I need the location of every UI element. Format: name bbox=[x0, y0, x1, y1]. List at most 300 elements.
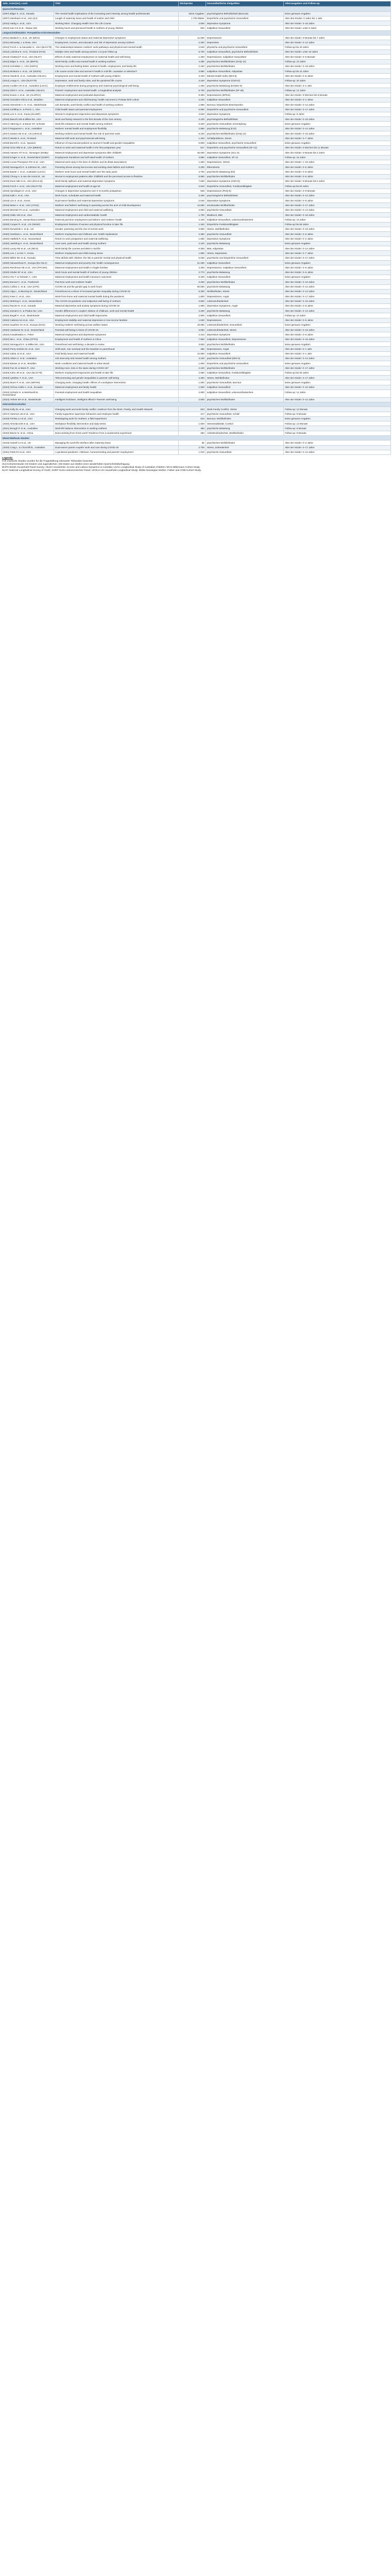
cell-sample: 6.900 bbox=[178, 107, 206, 112]
table-row bbox=[2, 203, 391, 208]
cell-age-followup: keine genauen Angaben bbox=[284, 275, 391, 279]
table-row bbox=[2, 208, 391, 212]
cell-age-followup: Alter der Kinder: 1–15 Jahre bbox=[284, 160, 391, 164]
cell-title: Parenthood as a driver of increased gender inequality during COVID-19 bbox=[54, 289, 179, 294]
section-row bbox=[2, 402, 391, 406]
cell-age-followup: Alter des Kindes: 0 Jahre bis 1 Jahr bbox=[284, 16, 391, 21]
cell-sample: 4.620 bbox=[178, 112, 206, 116]
cell-author: (2023) Kahn JR et al., USA (NLSY79) bbox=[2, 370, 54, 375]
table-row bbox=[2, 145, 391, 150]
cell-author: (2021) Ahn T. & Yelowitz A., USA bbox=[2, 275, 54, 279]
cell-outcomes: subjektive Gesundheit, SF-12 bbox=[206, 155, 283, 160]
cell-age-followup: Alter der Kinder: 0–12 Jahre bbox=[284, 397, 391, 402]
cell-age-followup: Alter der Kinder: 0–8 Jahre bbox=[284, 303, 391, 308]
cell-sample: 4.400 bbox=[178, 309, 206, 313]
table-row bbox=[2, 236, 391, 241]
cell-sample: 610 bbox=[178, 416, 206, 421]
table-row bbox=[2, 412, 391, 416]
cell-title: Maternal employment and child health trajectories bbox=[54, 313, 179, 318]
cell-age-followup: Alter der Kinder: 0–7 Jahre bbox=[284, 251, 391, 256]
cell-sample: 2.900 bbox=[178, 313, 206, 318]
cell-outcomes: Depressionen bbox=[206, 318, 283, 323]
cell-outcomes: subjektive Gesundheit, Adipositas bbox=[206, 69, 283, 74]
cell-author: (2020) Almeida DM et al., USA bbox=[2, 421, 54, 426]
cell-author: (2010) Hartig A. et al., USA bbox=[2, 21, 54, 26]
table-row bbox=[2, 170, 391, 174]
cell-title: Women's employment trajectories and depressive symptoms bbox=[54, 112, 179, 116]
cell-author: (2022) Bloom N. et al., China bbox=[2, 431, 54, 435]
table-row bbox=[2, 270, 391, 275]
table-row bbox=[2, 328, 391, 332]
cell-sample: 3.100 bbox=[178, 74, 206, 78]
cell-outcomes: psychisches Wohlbefinden (GHQ-12) bbox=[206, 131, 283, 136]
cell-age-followup: keine genauen Angaben bbox=[284, 141, 391, 145]
cell-outcomes: Mental Health Index (MHI-5) bbox=[206, 74, 283, 78]
cell-author: (2017) Wrede S. et al., Finnland bbox=[2, 136, 54, 141]
header-title: Titel bbox=[54, 2, 179, 7]
cell-author: (2012) Frech A. & Damaske S., USA (NLSY79) bbox=[2, 45, 54, 49]
section-title: Querschnittstudien bbox=[2, 7, 391, 11]
table-row bbox=[2, 227, 391, 231]
cell-title: Telecommuting and gender inequalities in parents' well-being bbox=[54, 376, 179, 380]
table-row bbox=[2, 361, 391, 366]
cell-author: (2022) Kowalewska H., Polen bbox=[2, 332, 54, 337]
cell-outcomes: subjektive Gesundheit, psychische Befindlichkeit bbox=[206, 49, 283, 54]
cell-outcomes: psychische Belastung bbox=[206, 309, 283, 313]
cell-author: (2022) Ma L. et al., China (CFPS) bbox=[2, 337, 54, 342]
cell-sample: 21.000 bbox=[178, 261, 206, 265]
cell-author: (2023) Moen P. et al., USA (WFHN) bbox=[2, 380, 54, 385]
cell-sample: 11.000 bbox=[178, 36, 206, 40]
cell-author: (2019) Kalil A. et al., USA bbox=[2, 193, 54, 198]
cell-outcomes: subjektive Gesundheit bbox=[206, 97, 283, 102]
table-header-row bbox=[2, 2, 391, 7]
table-row bbox=[2, 366, 391, 370]
cell-sample: 1.500 bbox=[178, 385, 206, 389]
cell-outcomes: emotionales Wohlbefinden bbox=[206, 203, 283, 208]
table-row bbox=[2, 97, 391, 102]
cell-title: Work-from-home and maternal mental health during the pandemic bbox=[54, 294, 179, 299]
cell-title: Gender, parenting and the rise of remote work bbox=[54, 227, 179, 231]
cell-sample: 6.700 bbox=[178, 49, 206, 54]
cell-author: (2018) Borrell C. et al., Spanien bbox=[2, 141, 54, 145]
legend bbox=[2, 457, 390, 472]
cell-age-followup: Follow-up bis 55 Jahre bbox=[284, 370, 391, 375]
cell-title: Parental employment and health inequalities bbox=[54, 390, 179, 398]
cell-outcomes: psychische Gesundheit bbox=[206, 450, 283, 454]
cell-age-followup: Alter der Kinder: 0–5 Jahre bbox=[284, 74, 391, 78]
cell-author: (2019) Oddo VM et al., USA bbox=[2, 213, 54, 217]
cell-title: Work-family spillover and maternal depressive symptoms bbox=[54, 179, 179, 183]
cell-outcomes: depressive Symptome bbox=[206, 332, 283, 337]
cell-age-followup: Alter der Kinder: 0–9 Jahre bbox=[284, 170, 391, 174]
cell-title: Dual-earner families and maternal depressive symptoms bbox=[54, 198, 179, 203]
cell-title: Work-family life courses and BMI in mid-life bbox=[54, 246, 179, 251]
cell-sample: 2.150 bbox=[178, 64, 206, 69]
cell-age-followup: keine genauen Angaben bbox=[284, 261, 391, 265]
cell-title: Working hours and perceived health in mothers of young children bbox=[54, 26, 179, 30]
cell-author: (2012) Lahelma E. et al., Finnland (HHS) bbox=[2, 49, 54, 54]
cell-outcomes: psychologische Befindlichkeit (Burnout) bbox=[206, 11, 283, 16]
cell-outcomes: Wohlbefinden, Stress bbox=[206, 289, 283, 294]
table-row bbox=[2, 313, 391, 318]
cell-age-followup: Follow-up bis 50 Jahre bbox=[284, 184, 391, 189]
table-row bbox=[2, 337, 391, 342]
cell-sample: 3.450 bbox=[178, 193, 206, 198]
cell-outcomes: Depressionen (EPDS) bbox=[206, 93, 283, 97]
cell-outcomes: physische und psychische Gesundheit bbox=[206, 45, 283, 49]
cell-title: Dual-earner parent couples' work and care during COVID-19 bbox=[54, 445, 179, 450]
cell-title: Changing work and work-family conflict: evidence from the Work, Family, and Health Network bbox=[54, 407, 179, 412]
cell-age-followup: Alter der Kinder: 6 Monate bis 3 Jahre bbox=[284, 150, 391, 155]
cell-age-followup: Follow-up: 12 Jahre bbox=[284, 390, 391, 398]
cell-title: Maternal employment and family health bbox=[54, 385, 179, 389]
cell-title: Employment and health of mothers in China bbox=[54, 337, 179, 342]
cell-title: Working more, less or the same during COVID-19? bbox=[54, 366, 179, 370]
cell-age-followup: Alter der Kinder: 0–16 Jahre bbox=[284, 328, 391, 332]
cell-outcomes: Depressionen, Stress bbox=[206, 160, 283, 164]
cell-age-followup: Alter der Kinder: 0–16 Jahre bbox=[284, 131, 391, 136]
cell-title: COVID-19 and the gender gap in work hours bbox=[54, 284, 179, 289]
cell-sample: 2.500 bbox=[178, 21, 206, 26]
cell-sample: 3.250 bbox=[178, 280, 206, 284]
cell-outcomes: Stress, Wohlbefinden bbox=[206, 227, 283, 231]
cell-sample: 2.540 bbox=[178, 184, 206, 189]
table-row bbox=[2, 431, 391, 435]
table-row bbox=[2, 49, 391, 54]
table-row bbox=[2, 318, 391, 323]
table-row bbox=[2, 385, 391, 389]
cell-age-followup: Alter der Kinder: 0–5 Jahre bbox=[284, 270, 391, 275]
cell-sample: 60.000 bbox=[178, 284, 206, 289]
cell-title: The mental health implications of the increasing work intensity among health professionals bbox=[54, 11, 179, 16]
table-row bbox=[2, 117, 391, 122]
cell-age-followup: Alter der Kinder: 0–9 Jahre bbox=[284, 265, 391, 270]
cell-title: Maternal employment and health in fragile families bbox=[54, 265, 179, 270]
cell-sample: 1.000 bbox=[178, 380, 206, 385]
cell-sample: 3.100 bbox=[178, 117, 206, 122]
cell-age-followup: Follow-up bis 42 Jahre bbox=[284, 69, 391, 74]
cell-author: (2022) Cabrera NJ et al., USA bbox=[2, 318, 54, 323]
cell-age-followup: keine genauen Angaben bbox=[284, 11, 391, 16]
cell-sample: 2.200 bbox=[178, 165, 206, 170]
cell-sample: 1.700 Mütter bbox=[178, 16, 206, 21]
cell-outcomes: körperliche und psychische Gesundheit bbox=[206, 361, 283, 366]
cell-sample: 2.700 bbox=[178, 445, 206, 450]
cell-title: Employment, income, and education and risk of depression among mothers bbox=[54, 40, 179, 45]
cell-outcomes: Stressreaktivität, Cortisol bbox=[206, 421, 283, 426]
cell-sample: 4.300 bbox=[178, 376, 206, 380]
cell-outcomes: Depressionen bbox=[206, 36, 283, 40]
table-row bbox=[2, 141, 391, 145]
table-row bbox=[2, 217, 391, 222]
cell-title: Mothers' work hours and mental health over the early years bbox=[54, 170, 179, 174]
cell-author: (2023) Bastos JL et al., Brasilien bbox=[2, 361, 54, 366]
cell-age-followup: keine genauen Angaben bbox=[284, 416, 391, 421]
cell-sample: 1.260 bbox=[178, 160, 206, 164]
cell-outcomes: psychisches Wohlbefinden bbox=[206, 397, 283, 402]
table-row bbox=[2, 88, 391, 93]
cell-author: (2018) Grice MM et al., USA (MMHS) bbox=[2, 145, 54, 150]
cell-sample: 7.600 bbox=[178, 179, 206, 183]
cell-title: Working mothers' well-being across welfare states bbox=[54, 323, 179, 327]
cell-age-followup: Alter der Kinder: 0–17 Jahre bbox=[284, 376, 391, 380]
cell-title: Does working from home work? Evidence from a randomized experiment bbox=[54, 431, 179, 435]
cell-age-followup: Alter der Kinder: 0–16 Jahre bbox=[284, 227, 391, 231]
cell-title: Working more and feeling better: women's health, employment, and family life bbox=[54, 64, 179, 69]
cell-title: Maternal employment and depressive symptoms after childbirth bbox=[54, 150, 179, 155]
cell-title: Family-supportive supervisor behaviors and employee health bbox=[54, 412, 179, 416]
cell-title: Workplace flexibility intervention and daily stress bbox=[54, 421, 179, 426]
table-row bbox=[2, 294, 391, 299]
cell-author: (2021) Kiser C. et al., USA bbox=[2, 294, 54, 299]
cell-outcomes: psychische Gesundheit, Schlaf bbox=[206, 412, 283, 416]
header-outcomes: Gesundheitliche Zielgrößen bbox=[206, 2, 283, 7]
cell-outcomes: subjektive Gesundheit bbox=[206, 26, 283, 30]
table-row bbox=[2, 303, 391, 308]
cell-title: Gender differences in couples' division of childcare, work and mental health bbox=[54, 309, 179, 313]
cell-age-followup: Alter der Kinder: 0–6 Jahre bbox=[284, 198, 391, 203]
cell-outcomes: subjektive Gesundheit bbox=[206, 351, 283, 356]
cell-age-followup: Follow-up bis 68 Jahre bbox=[284, 222, 391, 227]
table-row bbox=[2, 280, 391, 284]
cell-author: (2007) Steinbach et al., USA (KJ) bbox=[2, 16, 54, 21]
cell-title: Effects of early maternal employment on maternal health and well-being bbox=[54, 55, 179, 59]
cell-sample: 3.900 bbox=[178, 390, 206, 398]
cell-sample: 2.410 bbox=[178, 332, 206, 337]
cell-age-followup: Alter der Kinder: 0–1 Jahr bbox=[284, 83, 391, 88]
cell-author: (2021) Hipp L. & Bünning M., Deutschland bbox=[2, 289, 54, 294]
cell-title: Parenthood and well-being: a decade in review bbox=[54, 342, 179, 347]
cell-sample: 5.400 bbox=[178, 275, 206, 279]
cell-sample: 2.950 bbox=[178, 126, 206, 131]
cell-sample: 832 bbox=[178, 26, 206, 30]
table-row bbox=[2, 150, 391, 155]
cell-title: Paid family leave and maternal health bbox=[54, 351, 179, 356]
cell-outcomes: depressive Symptome (CES-D) bbox=[206, 179, 283, 183]
table-row bbox=[2, 323, 391, 327]
cell-outcomes: körperliche und psychische Gesundheit bbox=[206, 16, 283, 21]
cell-age-followup: Alter der Kinder: 0–17 Jahre bbox=[284, 445, 391, 450]
cell-sample: 7.800 bbox=[178, 337, 206, 342]
cell-title: Employment transitions and self-rated health of mothers bbox=[54, 155, 179, 160]
cell-author: (2022) Sabia JJ et al., USA bbox=[2, 351, 54, 356]
cell-sample: 3.100 bbox=[178, 356, 206, 361]
cell-author: (2016) Bianchi SM & Milkie MA, USA bbox=[2, 117, 54, 122]
cell-outcomes: psychologische Befindlichkeit bbox=[206, 193, 283, 198]
cell-title: Work-family conflict and mental health in working mothers bbox=[54, 59, 179, 64]
literature-table bbox=[1, 1, 391, 455]
cell-age-followup: keine genauen Angaben bbox=[284, 380, 391, 385]
cell-author: (2020) Bünning M., Deutschland (SOEP) bbox=[2, 217, 54, 222]
table-row bbox=[2, 246, 391, 251]
cell-outcomes: psychisches Wohlbefinden (GHQ-12) bbox=[206, 59, 283, 64]
cell-outcomes: Depressionen, subjektive Gesundheit bbox=[206, 55, 283, 59]
cell-age-followup: Alter der Kinder: 0–6 Jahre bbox=[284, 232, 391, 236]
cell-author: (2017) Hämmig O. & Bauer GF, Schweiz bbox=[2, 122, 54, 126]
table-row bbox=[2, 347, 391, 351]
cell-title: Maternal depressive and anxiety symptoms during COVID-19 bbox=[54, 303, 179, 308]
cell-sample: 3.050 bbox=[178, 328, 206, 332]
table-row bbox=[2, 174, 391, 179]
cell-title: Time deficits with children: the link to parents' mental and physical health bbox=[54, 256, 179, 260]
table-row bbox=[2, 397, 391, 402]
table-row bbox=[2, 78, 391, 83]
cell-author: (2016) Abendroth A.-K. et al., Niederlande bbox=[2, 103, 54, 107]
cell-outcomes: depressive Symptome bbox=[206, 236, 283, 241]
cell-title: Return to work postpartum and maternal wellbeing bbox=[54, 236, 179, 241]
cell-outcomes: psychisches Wohlbefinden bbox=[206, 64, 283, 69]
legend-line: (KJ) Kohortenstudie mit Kindern und Jugendlichen; (W) Daten aus Wellen einer wiederholten Querschnittsbefragung. bbox=[2, 463, 130, 466]
table-row bbox=[2, 59, 391, 64]
cell-sample: 1.990 bbox=[178, 303, 206, 308]
cell-author: (2016) Lee S. et al., Korea (KLoWF) bbox=[2, 112, 54, 116]
cell-outcomes: subjektive Gesundheit bbox=[206, 313, 283, 318]
table-row bbox=[2, 232, 391, 236]
cell-age-followup: Alter der Kinder: 0–16 Jahre bbox=[284, 299, 391, 303]
cell-author: (2019) Baxter J. et al., Australien (LSAC) bbox=[2, 170, 54, 174]
cell-age-followup: Alter der Kinder: 0–5 Jahre bbox=[284, 174, 391, 179]
cell-author: (2020) Lee J. & Kim Y., Korea bbox=[2, 251, 54, 256]
cell-outcomes: BMI, Adipositas bbox=[206, 246, 283, 251]
cell-outcomes: psychische Belastung bbox=[206, 270, 283, 275]
cell-age-followup: Alter der Kinder: 0–15 Jahre bbox=[284, 337, 391, 342]
cell-age-followup: Follow-up bis 40 Jahre bbox=[284, 45, 391, 49]
cell-sample: 86 bbox=[178, 440, 206, 445]
cell-outcomes: Burnout, Wohlbefinden bbox=[206, 416, 283, 421]
table-row bbox=[2, 36, 391, 40]
table-row bbox=[2, 265, 391, 270]
table-body bbox=[2, 7, 391, 455]
cell-outcomes: psychische Belastung bbox=[206, 241, 283, 246]
table-row bbox=[2, 390, 391, 398]
cell-age-followup: Follow-up: 6 Monate bbox=[284, 426, 391, 431]
cell-outcomes: psychische Belastung bbox=[206, 284, 283, 289]
cell-sample: 1.800 bbox=[178, 294, 206, 299]
table-row bbox=[2, 342, 391, 347]
cell-author: (2013) Chatterji P. et al., USA (NLSY) bbox=[2, 55, 54, 59]
cell-age-followup: Alter der Kinder: 8 Wochen bis 8 Monate bbox=[284, 93, 391, 97]
cell-age-followup: Alter der Kinder: 0–12 Jahre bbox=[284, 450, 391, 454]
cell-outcomes: subjektive Gesundheit, psychische Gesundheit bbox=[206, 141, 283, 145]
cell-title: Work-life balance intervention in working mothers bbox=[54, 426, 179, 431]
legend-line: NLSY National Longitudinal Survey of Youth; SOEP Sozio-oekonomisches Panel; UKHLS UK Household Longitudinal Study; MoBa Norwegian Mother, Father and Child Cohort Study. bbox=[2, 469, 201, 472]
cell-author: (2017) Hammer LB et al., USA bbox=[2, 412, 54, 416]
table-row bbox=[2, 241, 391, 246]
cell-title: Mothers' employment and child-rearing stress bbox=[54, 251, 179, 256]
cell-title: Maternal work early in the lives of children and its distal associations bbox=[54, 160, 179, 164]
cell-author: (2021) Racine N. et al., Kanada bbox=[2, 303, 54, 308]
table-row bbox=[2, 356, 391, 361]
cell-age-followup: Alter der Kinder: 0–2 Jahre bbox=[284, 236, 391, 241]
cell-outcomes: Arbeitszufriedenheit, Wohlbefinden bbox=[206, 431, 283, 435]
cell-author: (2023) Aitken Z. et al., Australien bbox=[2, 356, 54, 361]
cell-title: The relationships between mothers' work pathways and physical and mental health bbox=[54, 45, 179, 49]
table-row bbox=[2, 83, 391, 88]
table-row bbox=[2, 74, 391, 78]
cell-outcomes: psychische Belastung bbox=[206, 426, 283, 431]
cell-title: Maternal employment and child and maternal wellbeing bbox=[54, 208, 179, 212]
cell-outcomes: Depressionen, Angst bbox=[206, 294, 283, 299]
cell-outcomes: subjektive Gesundheit bbox=[206, 261, 283, 265]
cell-author: (2019) Chung H. & van der Horst M., UK bbox=[2, 174, 54, 179]
cell-outcomes: Stress, Wohlbefinden bbox=[206, 376, 283, 380]
table-row bbox=[2, 351, 391, 356]
cell-author: (2020) Nieuwenhuis R., Europa (EU-SILC) bbox=[2, 261, 54, 265]
cell-outcomes: depressive Symptome bbox=[206, 21, 283, 26]
cell-author: (2021) Möhring K. et al., Deutschland bbox=[2, 299, 54, 303]
table-row bbox=[2, 213, 391, 217]
cell-age-followup: Alter der Kinder: 9 Monate bis 5 Jahre bbox=[284, 179, 391, 183]
cell-sample: 1.900 bbox=[178, 361, 206, 366]
cell-age-followup: keine genauen Angaben bbox=[284, 342, 391, 347]
table-row bbox=[2, 160, 391, 164]
cell-sample: 4.700 bbox=[178, 170, 206, 174]
cell-author: (2019) Gatrell CJ et al., UK bbox=[2, 440, 54, 445]
cell-author: (2021) Brough P. et al., Australien bbox=[2, 426, 54, 431]
cell-author: (2020) Dunatchik A. et al., UK bbox=[2, 227, 54, 231]
cell-title: Part-time work and mothers' health bbox=[54, 280, 179, 284]
cell-age-followup: keine genauen Angaben bbox=[284, 361, 391, 366]
section-title: Mixed-Methods-Studien bbox=[2, 436, 391, 440]
cell-age-followup: Follow-up: 9 Monate bbox=[284, 431, 391, 435]
table-row bbox=[2, 45, 391, 49]
cell-title: Depression, work and family roles, and the gendered life course bbox=[54, 78, 179, 83]
cell-author: (2018) Hansen HT et al., Norwegen (MoBa) bbox=[2, 150, 54, 155]
table-row bbox=[2, 26, 391, 30]
table-row bbox=[2, 376, 391, 380]
cell-title: Maternal employment and poverty risk: health consequences bbox=[54, 261, 179, 265]
cell-title: Work hours, schedules and maternal health bbox=[54, 193, 179, 198]
cell-sample: 4.300 bbox=[178, 265, 206, 270]
cell-age-followup: Alter der Kinder: 0–12 Jahre bbox=[284, 309, 391, 313]
cell-age-followup: Alter der Kinder: 0–14 Jahre bbox=[284, 126, 391, 131]
section-row bbox=[2, 30, 391, 35]
table-row bbox=[2, 11, 391, 16]
cell-age-followup: Alter der Kinder: unter 18 Jahre bbox=[284, 49, 391, 54]
cell-outcomes: Depressionen (PHQ-9) bbox=[206, 189, 283, 193]
cell-title: Employment histories of women and physical function in later life bbox=[54, 222, 179, 227]
cell-author: (2011) Mirowsky J. & Ross, USA bbox=[2, 40, 54, 45]
cell-author: (2019) Mensah FK et al., Australien bbox=[2, 208, 54, 212]
cell-sample: 2.300 bbox=[178, 40, 206, 45]
cell-author: (2018) Lucas-Thompson RG et al., USA bbox=[2, 160, 54, 164]
cell-sample: 1.010 bbox=[178, 450, 206, 454]
cell-age-followup: Alter der Kinder: 0–18 Jahre bbox=[284, 21, 391, 26]
cell-age-followup: Alter der Kinder: 0–7 Jahre bbox=[284, 136, 391, 141]
table-row bbox=[2, 112, 391, 116]
cell-title: Care work, paid work and health among mothers bbox=[54, 241, 179, 246]
cell-sample: 6.300 bbox=[178, 246, 206, 251]
table-row bbox=[2, 450, 391, 454]
cell-sample: 2.500 bbox=[178, 397, 206, 402]
cell-outcomes: psychische Gesundheit, Erschöpfung bbox=[206, 122, 283, 126]
header-sample: Stichprobe bbox=[178, 2, 206, 7]
cell-title: Working mothers and mental health: the role of part-time work bbox=[54, 131, 179, 136]
cell-title: Work-life imbalance and mental health among mothers bbox=[54, 122, 179, 126]
cell-outcomes: subjektive Gesundheit, Lebenszufriedenheit bbox=[206, 390, 283, 398]
cell-title: Life course social roles and women's health in mid-life: causation or selection? bbox=[54, 69, 179, 74]
cell-title: Job insecurity and mental health among mothers bbox=[54, 356, 179, 361]
cell-author: (2019) Meier A. et al., USA (ATUS) bbox=[2, 203, 54, 208]
cell-sample: 3.600 bbox=[178, 299, 206, 303]
cell-author: (2007) Bilger K. et al., Kanada bbox=[2, 11, 54, 16]
cell-author: (2016) Kelly EL et al., USA bbox=[2, 407, 54, 412]
cell-sample: 12.600 bbox=[178, 203, 206, 208]
cell-author: (2010) Kao CS et al., Taiwan (W) bbox=[2, 26, 54, 30]
section-title: Interventionsstudien bbox=[2, 402, 391, 406]
cell-outcomes: Depression bbox=[206, 40, 283, 45]
